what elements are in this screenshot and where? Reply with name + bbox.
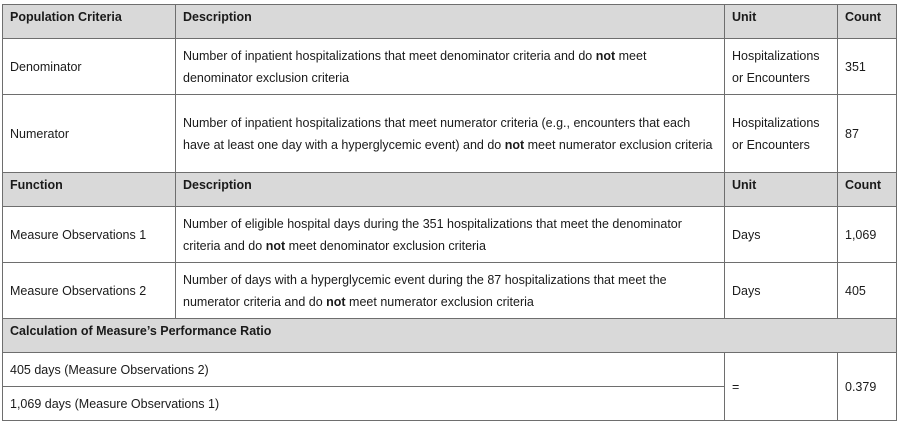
calculation-numerator: 405 days (Measure Observations 2) xyxy=(3,353,725,387)
header-description: Description xyxy=(176,173,725,207)
table-row-numerator xyxy=(3,95,897,173)
description-text: meet denominator exclusion criteria xyxy=(183,48,647,85)
calculation-numerator-row xyxy=(3,353,897,387)
description-text: meet denominator exclusion criteria xyxy=(285,238,486,253)
description-cell xyxy=(176,39,725,95)
description-emphasis: not xyxy=(326,294,346,309)
description-cell xyxy=(176,263,725,319)
unit-cell: Hospitalizations or Encounters xyxy=(725,39,838,95)
description-text: Number of eligible hospital days during the 351 hospitalizations that meet the denominator criteria and do xyxy=(183,216,682,253)
unit-cell: Hospitalizations or Encounters xyxy=(725,95,838,173)
function-cell: Measure Observations 1 xyxy=(3,207,176,263)
unit-cell: Days xyxy=(725,207,838,263)
header-description: Description xyxy=(176,5,725,39)
description-text: Number of days with a hyperglycemic event during the 87 hospitalizations that meet the numerator criteria and do xyxy=(183,272,667,309)
header-population-criteria: Population Criteria xyxy=(3,5,176,39)
description-cell xyxy=(176,207,725,263)
header-unit: Unit xyxy=(725,173,838,207)
criteria-cell: Denominator xyxy=(3,39,176,95)
calculation-result: 0.379 xyxy=(838,353,897,421)
measure-table xyxy=(2,4,897,421)
description-emphasis: not xyxy=(595,48,616,63)
count-cell: 405 xyxy=(838,263,897,319)
description-text: meet numerator exclusion criteria xyxy=(524,137,713,152)
header-count: Count xyxy=(838,173,897,207)
calculation-denominator: 1,069 days (Measure Observations 1) xyxy=(3,387,725,421)
calculation-header-row xyxy=(3,319,897,353)
table-row-measure-observations-2 xyxy=(3,263,897,319)
count-cell: 1,069 xyxy=(838,207,897,263)
description-text: Number of inpatient hospitalizations that meet numerator criteria (e.g., encounters that each have at least one day with a hyperglycemic event) and do xyxy=(183,115,691,152)
calculation-title: Calculation of Measure’s Performance Ratio xyxy=(3,319,897,353)
description-text: meet numerator exclusion criteria xyxy=(345,294,534,309)
description-cell xyxy=(176,95,725,173)
description-text: Number of inpatient hospitalizations that meet denominator criteria and do xyxy=(183,48,596,63)
table-row-measure-observations-1 xyxy=(3,207,897,263)
population-header-row xyxy=(3,5,897,39)
description-emphasis: not xyxy=(504,137,525,152)
function-header-row xyxy=(3,173,897,207)
header-count: Count xyxy=(838,5,897,39)
calculation-equals: = xyxy=(725,353,838,421)
count-cell: 351 xyxy=(838,39,897,95)
header-unit: Unit xyxy=(725,5,838,39)
criteria-cell: Numerator xyxy=(3,95,176,173)
function-cell: Measure Observations 2 xyxy=(3,263,176,319)
unit-cell: Days xyxy=(725,263,838,319)
count-cell: 87 xyxy=(838,95,897,173)
header-function: Function xyxy=(3,173,176,207)
table-row-denominator xyxy=(3,39,897,95)
description-emphasis: not xyxy=(265,238,286,253)
